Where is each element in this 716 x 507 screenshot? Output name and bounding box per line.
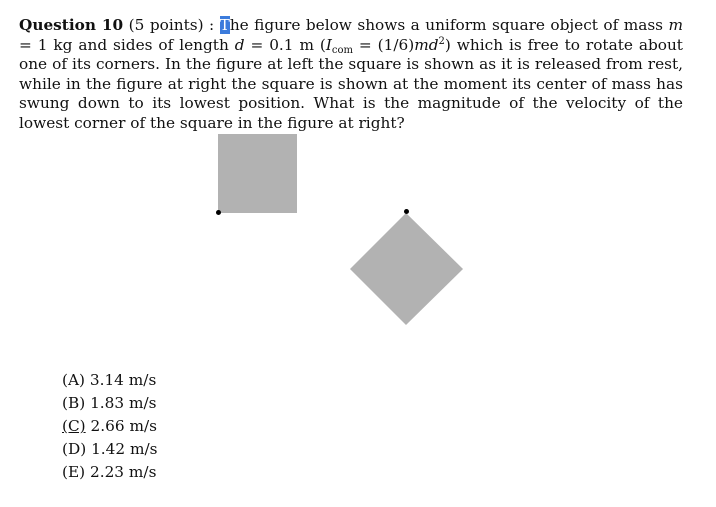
choice-value: 2.23 m/s — [89, 463, 157, 482]
question-text — [19, 16, 683, 133]
inertia-subscript: com — [331, 44, 353, 56]
question-intro: he figure below shows a uniform square object of mass — [229, 16, 664, 34]
choice-c[interactable] — [62, 415, 158, 438]
inertia-open-paren: ( — [319, 35, 326, 54]
inertia-length-var: d — [428, 35, 439, 54]
choice-letter: (A) — [62, 371, 85, 389]
rotated-square-shape — [350, 213, 463, 325]
inertia-close-paren: ) — [444, 35, 451, 54]
rotated-square — [350, 213, 463, 325]
length-value: = 0.1 m — [250, 35, 314, 54]
length-prefix: and sides of length — [78, 35, 229, 54]
choice-letter: (B) — [62, 394, 86, 413]
choice-a[interactable] — [62, 369, 158, 392]
choice-letter: (D) — [62, 440, 87, 459]
mass-variable: m — [668, 16, 684, 34]
choice-e[interactable] — [62, 461, 158, 484]
choice-value: 3.14 m/s — [89, 371, 157, 389]
choice-value: 1.42 m/s — [91, 440, 158, 459]
choice-value: 2.66 m/s — [90, 417, 157, 436]
question-points: (5 points) : — [128, 16, 215, 34]
choice-value: 1.83 m/s — [90, 394, 157, 413]
pivot-point-left — [216, 210, 221, 215]
answer-choices — [62, 369, 158, 484]
mass-value: = 1 kg — [19, 35, 73, 54]
choice-d[interactable] — [62, 438, 158, 461]
choice-letter: (C) — [62, 417, 86, 436]
square-right-figure — [350, 213, 463, 325]
inertia-mass-var: m — [414, 35, 429, 54]
question-body: which is free to rotate about one of its corners. In the figure at left the square is shown as it is released from rest, while in the figure at right the square is shown at the moment its center of mass has swung down to its lowest position. What is the magnitude of the velocity of the lowest corner of the square in the figure at right? — [19, 35, 683, 132]
square-left-figure — [218, 134, 297, 213]
inertia-exponent: 2 — [438, 35, 445, 47]
choice-letter: (E) — [62, 463, 86, 482]
question-heading: Question 10 — [19, 16, 124, 34]
pivot-point-right — [404, 209, 409, 214]
text-cursor-highlight: T — [219, 16, 230, 34]
inertia-coefficient: = (1/6) — [358, 35, 415, 54]
length-variable: d — [234, 35, 245, 54]
inertia-variable: I — [325, 35, 332, 54]
inertia-formula — [320, 36, 451, 54]
choice-b[interactable] — [62, 392, 158, 415]
